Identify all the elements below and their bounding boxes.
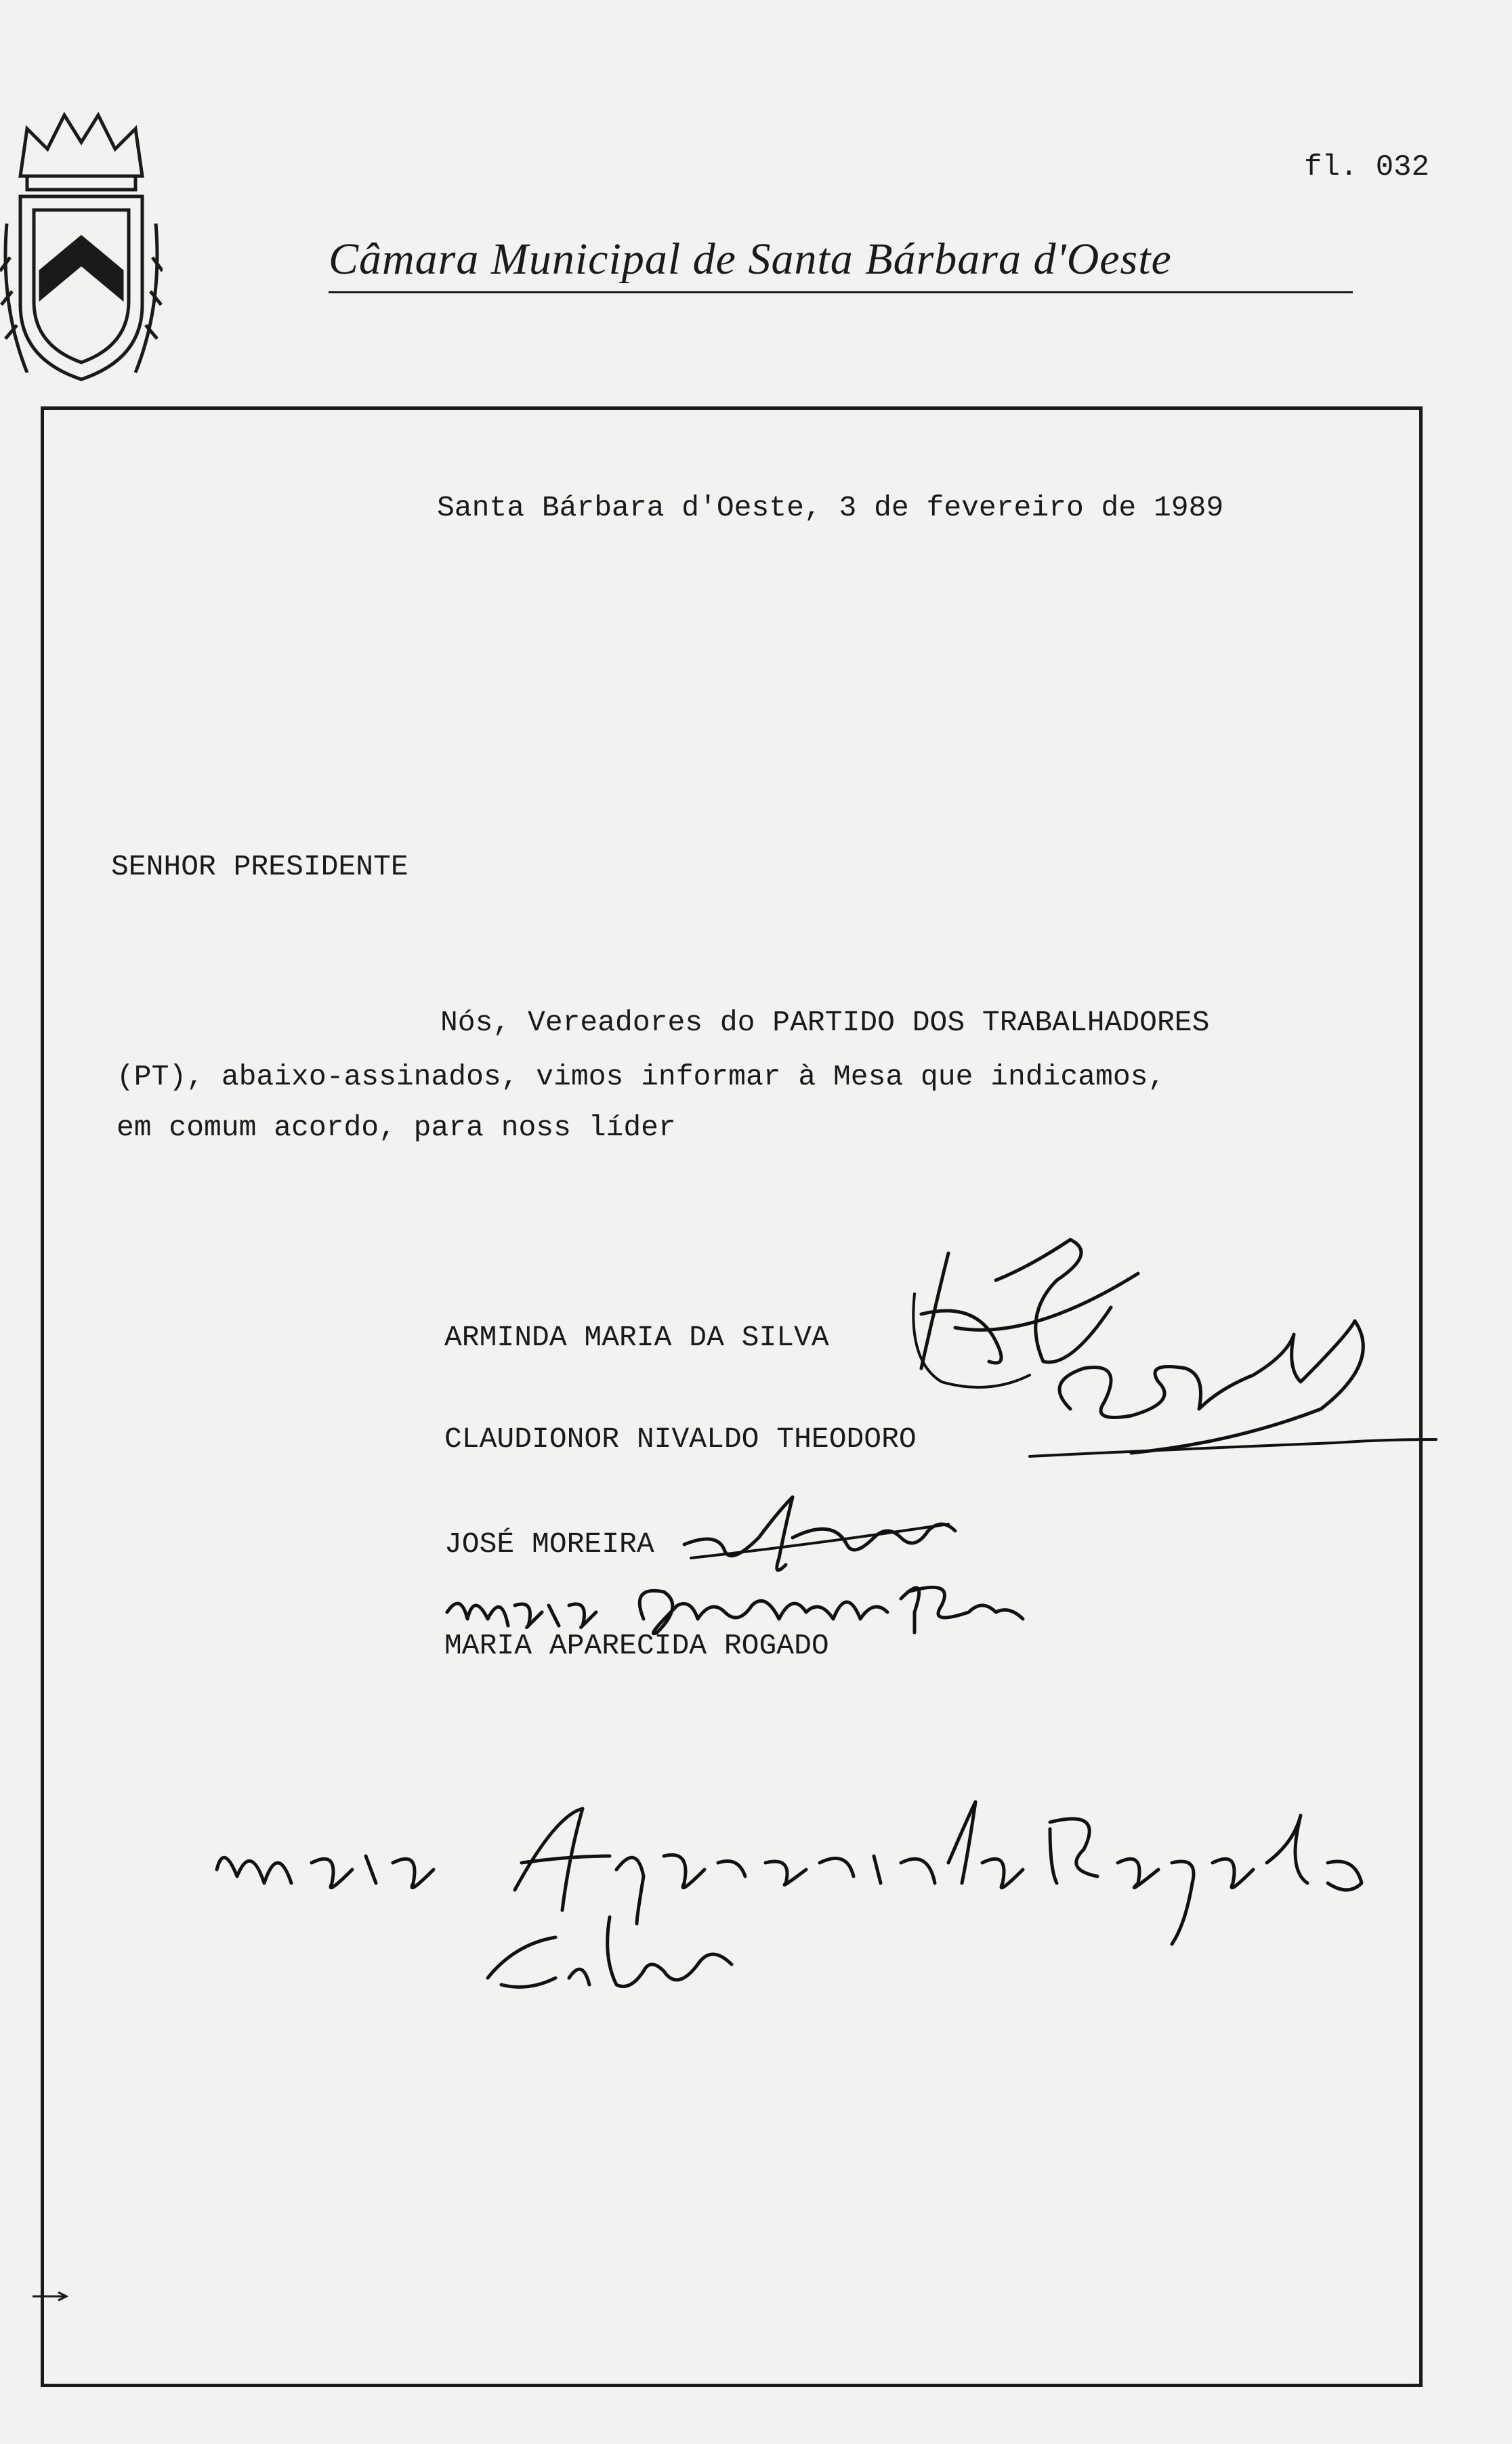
folio-number: fl. 032 [1304, 150, 1429, 184]
chamber-header-title: Câmara Municipal de Santa Bárbara d'Oeste [329, 234, 1172, 284]
jose-signature [677, 1483, 962, 1578]
leader-role-handwriting [474, 1903, 745, 2012]
signatory-name: CLAUDIONOR NIVALDO THEODORO [444, 1423, 917, 1456]
signatory-name: MARIA APARECIDA ROGADO [444, 1629, 829, 1662]
margin-arrow-icon [31, 2290, 72, 2303]
municipal-crest-icon [0, 102, 163, 393]
header-rule [329, 291, 1353, 293]
body-line: (PT), abaixo-assinados, vimos informar à Mesa que indicamos, [117, 1060, 1166, 1093]
signatory-name: ARMINDA MARIA DA SILVA [444, 1321, 829, 1354]
nominee-handwriting [203, 1788, 1409, 1978]
signatory-name: JOSÉ MOREIRA [444, 1528, 654, 1561]
body-line: em comum acordo, para noss líder [117, 1111, 676, 1144]
salutation: SENHOR PRESIDENTE [111, 850, 408, 883]
body-line: Nós, Vereadores do PARTIDO DOS TRABALHADORES [440, 1006, 1210, 1039]
date-line: Santa Bárbara d'Oeste, 3 de fevereiro de 1989 [437, 491, 1224, 524]
maria-signature [440, 1565, 1036, 1666]
claudionor-signature [1030, 1307, 1382, 1463]
